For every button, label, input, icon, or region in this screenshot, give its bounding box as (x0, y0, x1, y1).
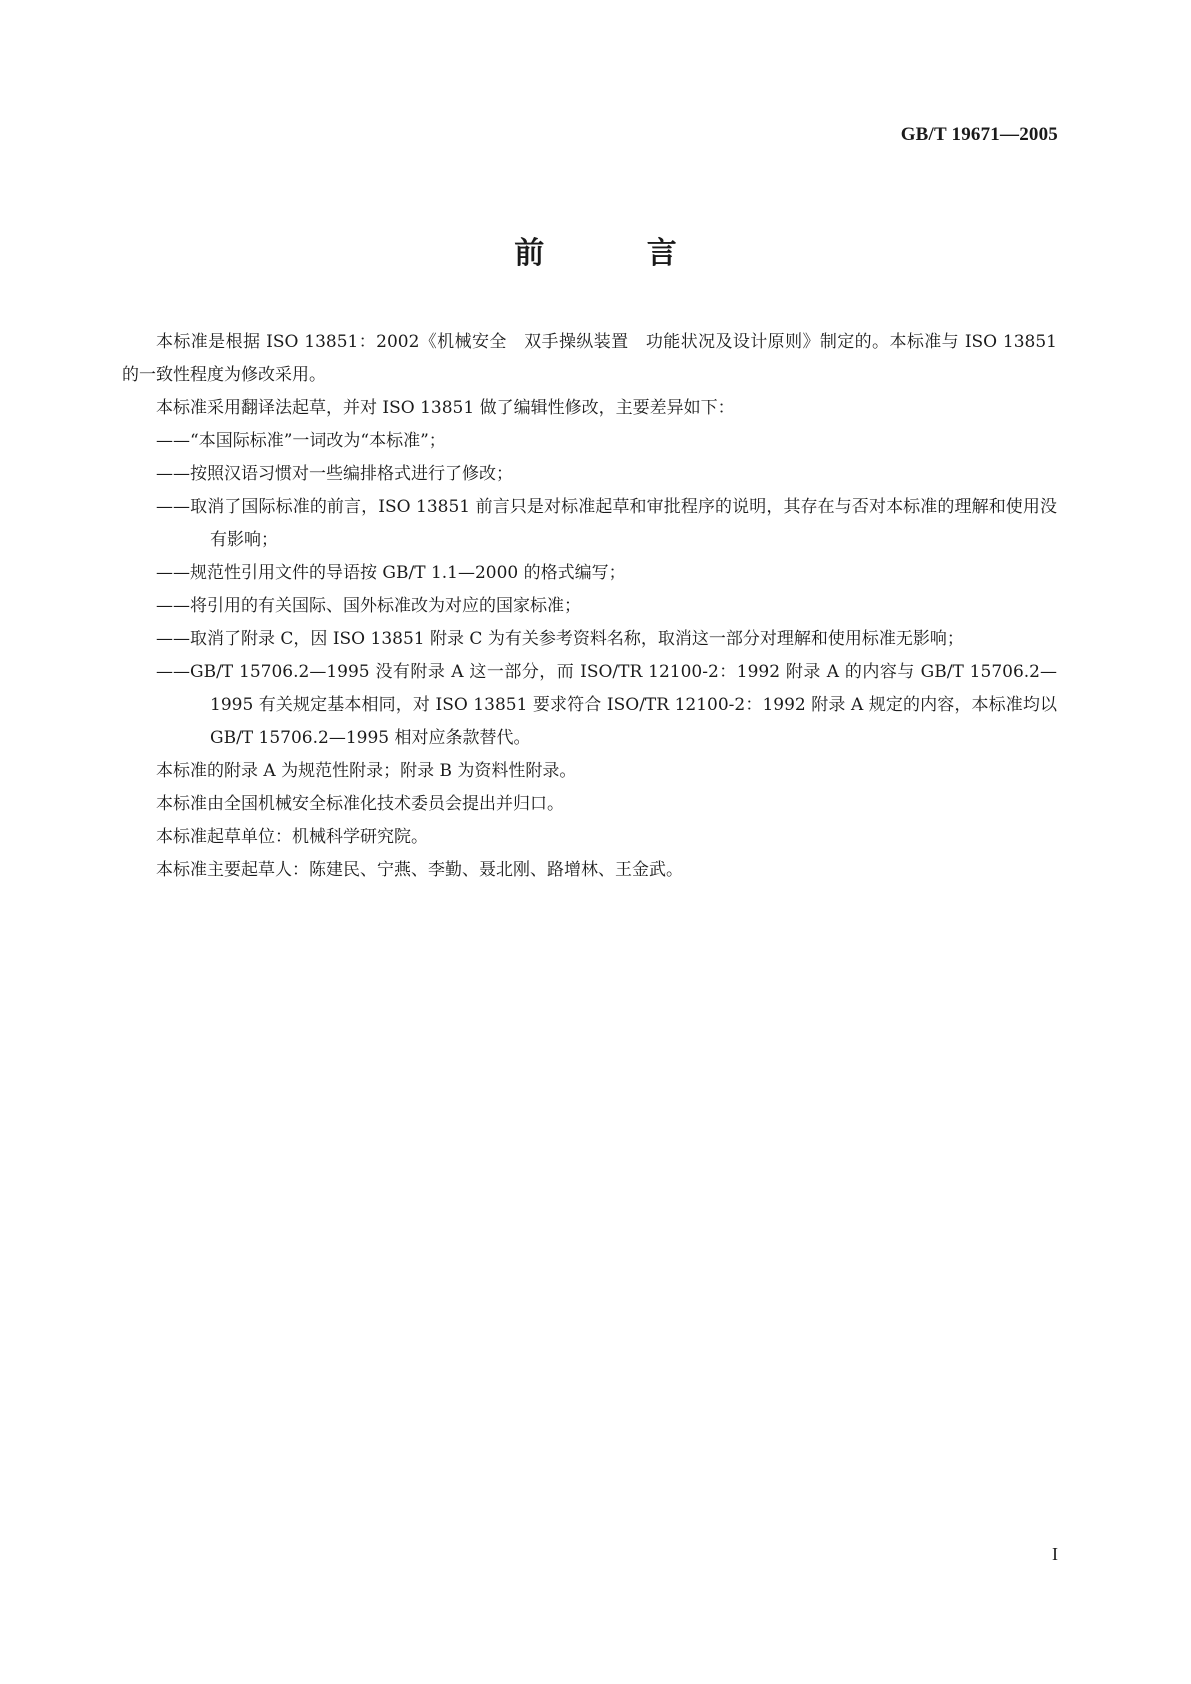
standard-code: GB/T 19671—2005 (900, 124, 1058, 145)
paragraph-drafting-unit: 本标准起草单位：机械科学研究院。 (156, 827, 428, 847)
paragraph-differences-intro: 本标准采用翻译法起草，并对 ISO 13851 做了编辑性修改，主要差异如下： (156, 398, 735, 418)
list-item: ——规范性引用文件的导语按 GB/T 1.1—2000 的格式编写； (156, 563, 626, 583)
list-item: ——取消了国际标准的前言，ISO 13851 前言只是对标准起草和审批程序的说明，其存在与否对本标准的理解和使用没有影响； (156, 497, 1057, 550)
page-number: I (1052, 1544, 1058, 1564)
list-item: ——按照汉语习惯对一些编排格式进行了修改； (156, 464, 513, 484)
list-item: ——GB/T 15706.2—1995 没有附录 A 这一部分，而 ISO/TR 12100-2：1992 附录 A 的内容与 GB/T 15706.2—1995 有关规定基本相同，对 ISO 13851 要求符合 ISO/TR 12100-2：1992 附录 A 规定的内容，本标准均以 GB/T 15706.2—1995 相对应条款替代。 (156, 662, 1057, 748)
paragraph-adoption: 本标准是根据 ISO 13851：2002《机械安全 双手操纵装置 功能状况及设计原则》制定的。本标准与 ISO 13851 的一致性程度为修改采用。 (122, 332, 1057, 385)
paragraph-drafters: 本标准主要起草人：陈建民、宁燕、李勤、聂北刚、路增林、王金武。 (156, 860, 683, 880)
list-item: ——将引用的有关国际、国外标准改为对应的国家标准； (156, 596, 581, 616)
paragraph-committee: 本标准由全国机械安全标准化技术委员会提出并归口。 (156, 794, 564, 814)
foreword-body (122, 326, 1057, 887)
paragraph-annexes: 本标准的附录 A 为规范性附录；附录 B 为资料性附录。 (156, 761, 577, 781)
list-item: ——“本国际标准”一词改为“本标准”； (156, 431, 446, 451)
list-item: ——取消了附录 C，因 ISO 13851 附录 C 为有关参考资料名称，取消这一部分对理解和使用标准无影响； (156, 629, 964, 649)
page-title: 前 言 (514, 236, 723, 271)
